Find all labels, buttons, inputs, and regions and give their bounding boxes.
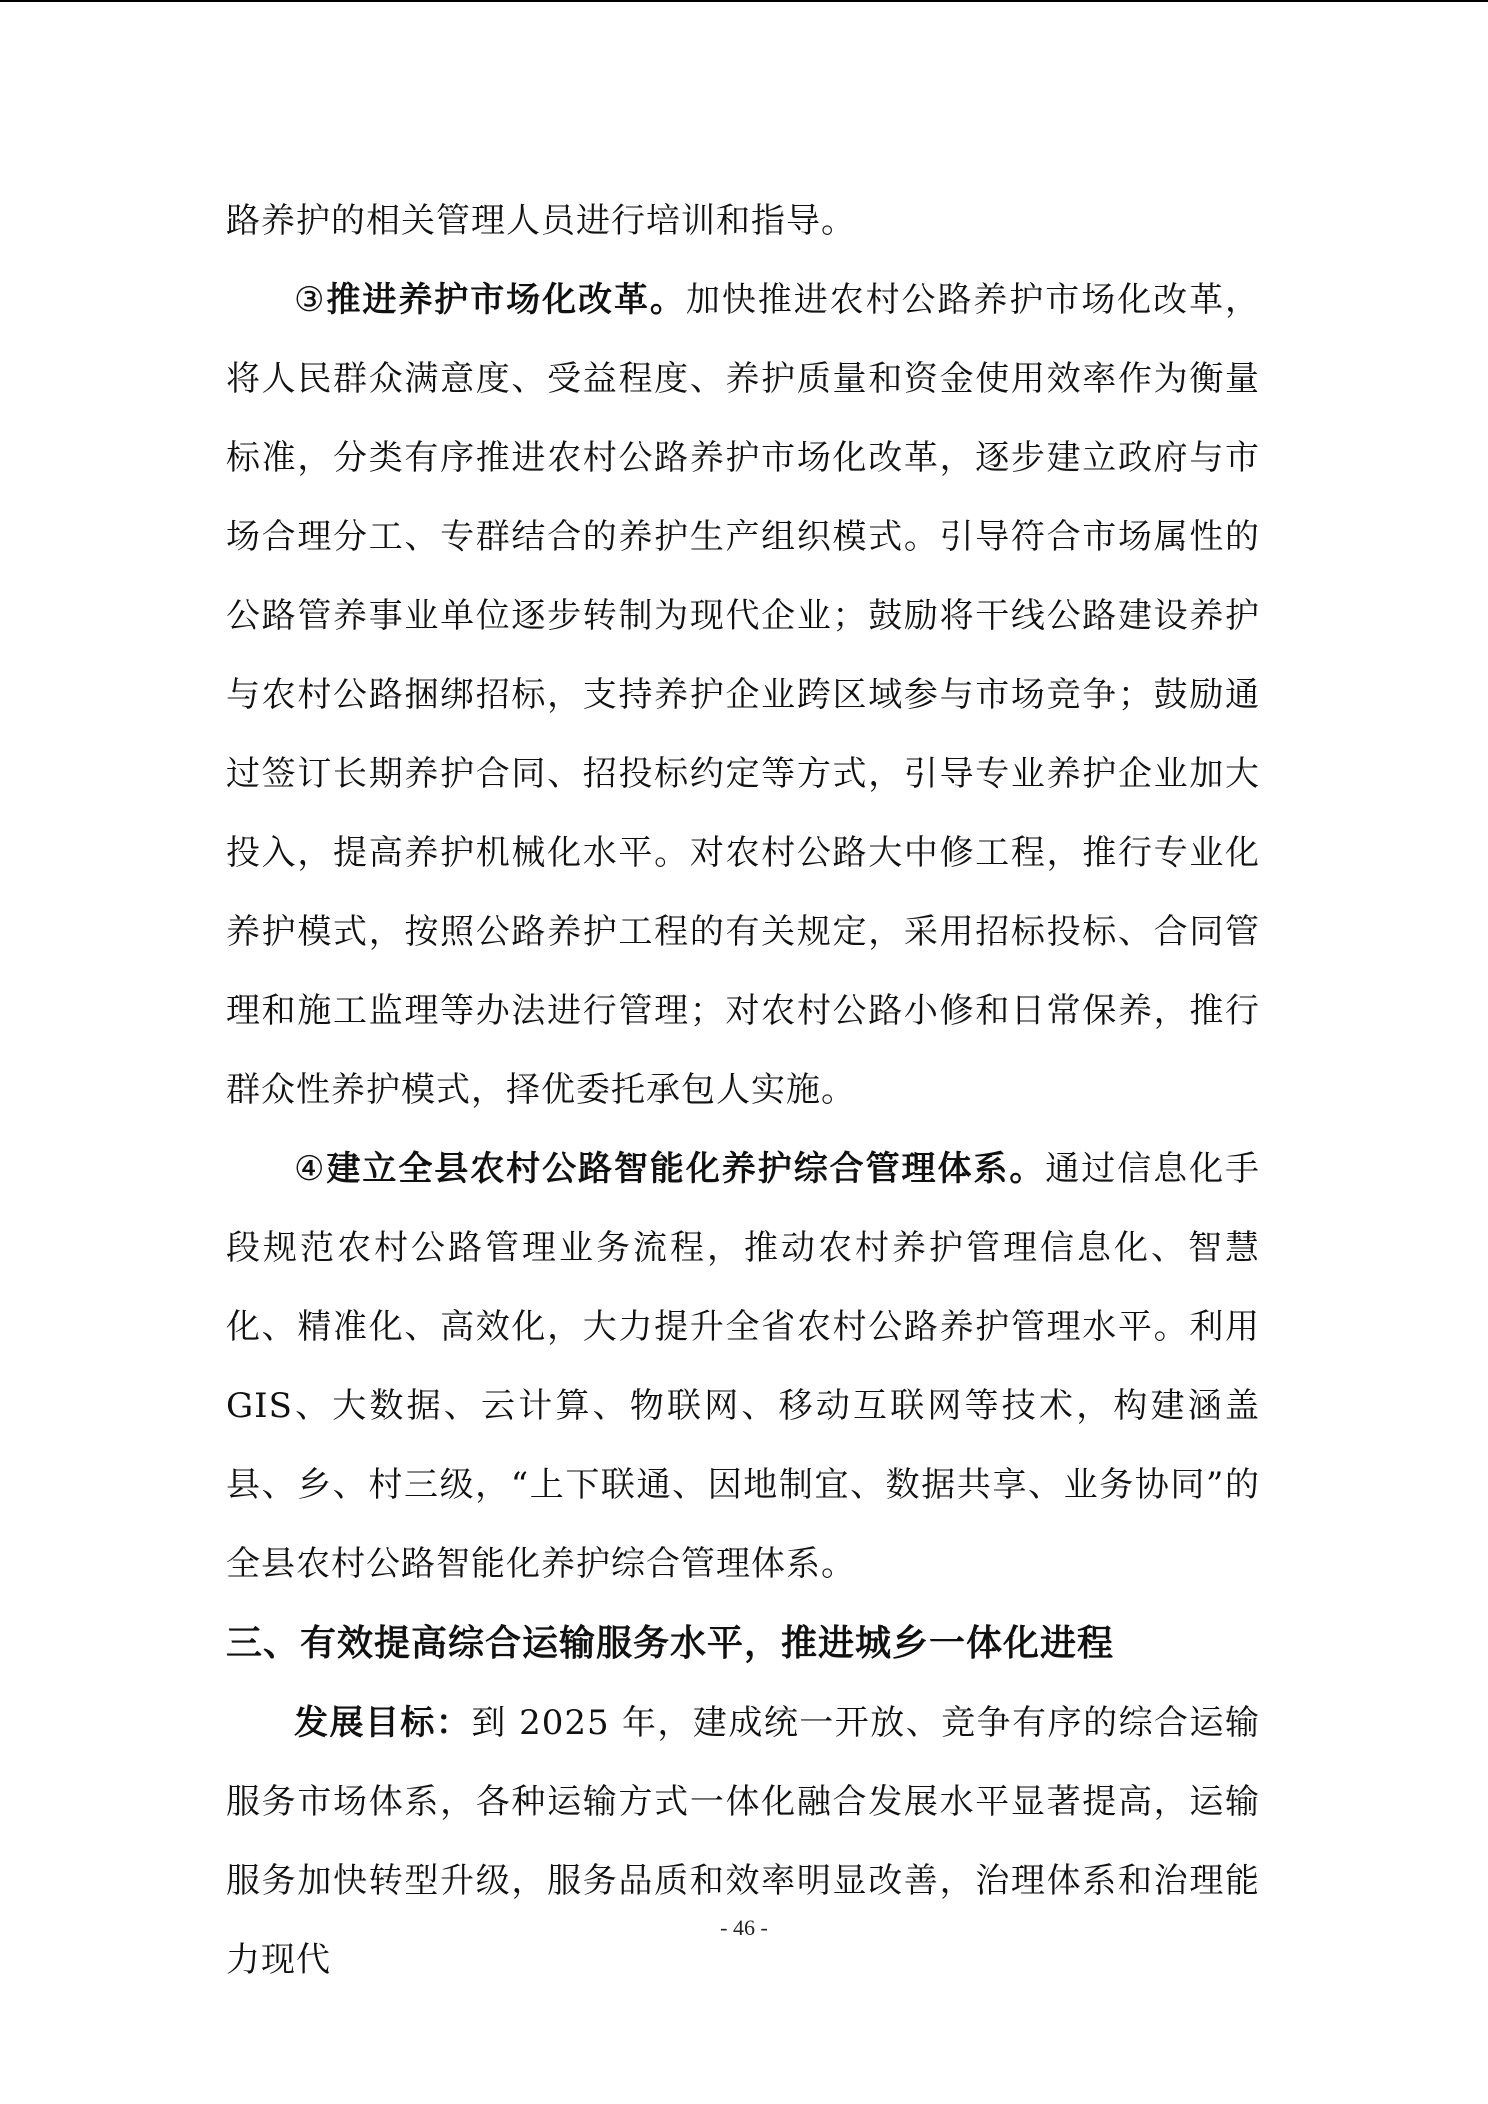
item-4-heading: 建立全县农村公路智能化养护综合管理体系。	[326, 1149, 1046, 1189]
item-3-body: 加快推进农村公路养护市场化改革，将人民群众满意度、受益程度、养护质量和资金使用效率作为衡量标准，分类有序推进农村公路养护市场化改革，逐步建立政府与市场合理分工、专群结合的养护生产组织模式。引导符合市场属性的公路管养事业单位逐步转制为现代企业；鼓励将干线公路建设养护与农村公路捆绑招标，支持养护企业跨区域参与市场竞争；鼓励通过签订长期养护合同、招投标约定等方式，引导专业养护企业加大投入，提高养护机械化水平。对农村公路大中修工程，推行专业化养护模式，按照公路养护工程的有关规定，采用招标投标、合同管理和施工监理等办法进行管理；对农村公路小修和日常保养，推行群众性养护模式，择优委托承包人实施。	[226, 280, 1261, 1110]
continuation-paragraph	[226, 182, 1260, 261]
section-heading: 三、有效提高综合运输服务水平，推进城乡一体化进程	[226, 1623, 1115, 1664]
item-4-body: 通过信息化手段规范农村公路管理业务流程，推动农村养护管理信息化、智慧化、精准化、高效化，大力提升全省农村公路养护管理水平。利用 GIS、大数据、云计算、物联网、移动互联网等技术，构建涵盖县、乡、村三级，“上下联通、因地制宜、数据共享、业务协同”的全县农村公路智能化养护综合管理体系。	[226, 1149, 1261, 1584]
goal-paragraph	[226, 1684, 1260, 2000]
goal-label: 发展目标：	[294, 1703, 472, 1743]
item-3-paragraph	[226, 261, 1260, 1130]
item-3-marker: ③	[294, 280, 327, 320]
item-3-heading: 推进养护市场化改革。	[326, 280, 686, 320]
continuation-text: 路养护的相关管理人员进行培训和指导。	[226, 201, 856, 241]
goal-body: 到 2025 年，建成统一开放、竞争有序的综合运输服务市场体系，各种运输方式一体化融合发展水平显著提高，运输服务加快转型升级，服务品质和效率明显改善，治理体系和治理能力现代	[226, 1703, 1260, 1980]
page-content	[226, 182, 1260, 2000]
item-4-paragraph	[226, 1130, 1260, 1604]
item-4-marker: ④	[294, 1149, 327, 1189]
page-number: - 46 -	[720, 1915, 768, 1940]
